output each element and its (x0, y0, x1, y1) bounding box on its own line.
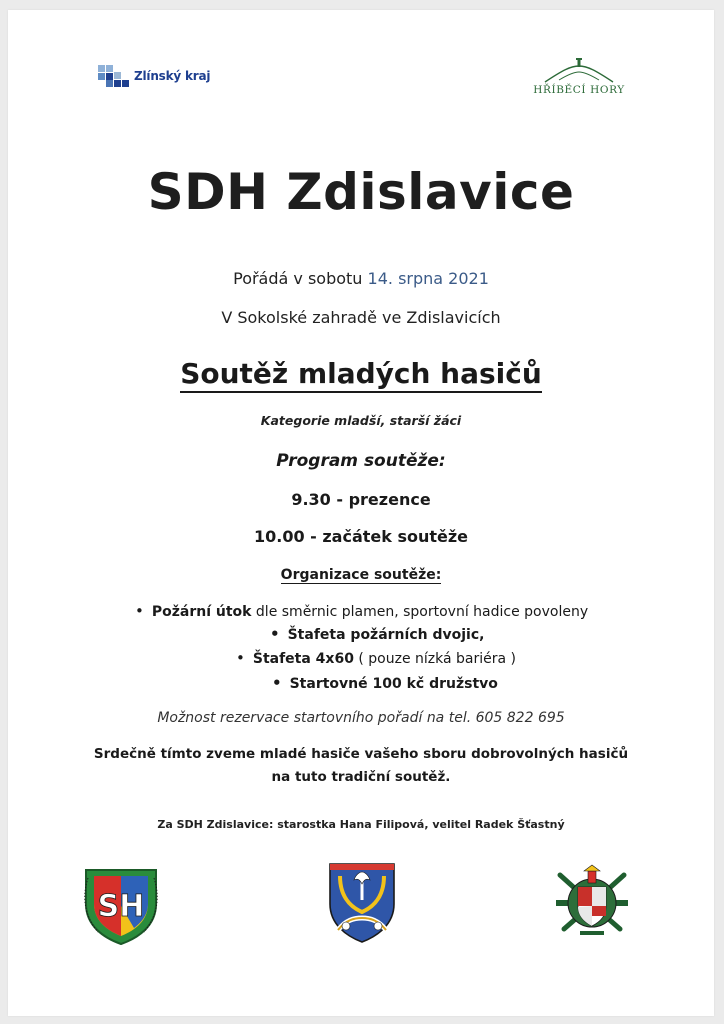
category-line: Kategorie mladší, starší žáci (260, 413, 462, 428)
program-heading: Program soutěže: (276, 451, 446, 471)
bullet-bold: Startovné 100 kč družstvo (289, 676, 498, 692)
hribeci-hory-text: HŘÍBĚCÍ HORY (533, 84, 625, 96)
bullet-icon: • (236, 649, 245, 667)
competition-title-text: Soutěž mladých hasičů (180, 357, 542, 393)
bullet-icon: • (272, 674, 282, 692)
signature-line: Za SDH Zdislavice: starostka Hana Filipová, velitel Radek Šťastný (157, 818, 565, 831)
bullet-bold: Štafeta požárních dvojic, (287, 627, 485, 643)
venue-line: V Sokolské zahradě ve Zdislavicích (221, 308, 501, 327)
bullet-item (236, 649, 516, 667)
bullet-text: dle směrnic plamen, sportovní hadice povoleny (251, 604, 589, 620)
organization-heading-text: Organizace soutěže: (280, 567, 442, 583)
bullet-bold: Požární útok (151, 604, 252, 620)
fire-brigade-emblem (550, 863, 634, 941)
schedule-item: 10.00 - začátek soutěže (253, 527, 469, 546)
bullet-item (135, 602, 588, 620)
bullet-icon: • (270, 625, 280, 643)
sh-letters: SH (97, 889, 145, 924)
hill-icon (523, 56, 635, 84)
reservation-line: Možnost rezervace startovního pořadí na tel. 605 822 695 (157, 710, 565, 726)
invitation-line: Srdečně tímto zveme mladé hasiče vašeho sboru dobrovolných hasičů (93, 746, 629, 762)
organizes-line (8, 269, 714, 288)
bullet-text: ( pouze nízká bariéra ) (353, 651, 517, 667)
zlinsky-kraj-text: Zlínský kraj (134, 69, 211, 83)
bullet-bold: Štafeta 4x60 (252, 651, 354, 667)
bullet-item (272, 674, 498, 692)
bullet-icon: • (135, 602, 144, 620)
organizes-prefix: Pořádá v sobotu (233, 269, 368, 288)
zlinsky-kraj-squares-icon (98, 65, 130, 87)
village-coat-of-arms-emblem (326, 860, 398, 944)
hribeci-hory-logo (523, 56, 635, 96)
invitation-line: na tuto tradiční soutěž. (271, 769, 451, 785)
schedule-item: 9.30 - prezence (291, 490, 431, 509)
competition-title (8, 357, 714, 390)
zlinsky-kraj-logo (98, 62, 210, 90)
sh-association-emblem (76, 856, 166, 946)
bullet-item (270, 625, 484, 643)
page-title: SDH Zdislavice (147, 163, 575, 221)
organization-heading (8, 567, 714, 583)
event-date: 14. srpna 2021 (367, 269, 489, 288)
poster-page (8, 10, 714, 1016)
